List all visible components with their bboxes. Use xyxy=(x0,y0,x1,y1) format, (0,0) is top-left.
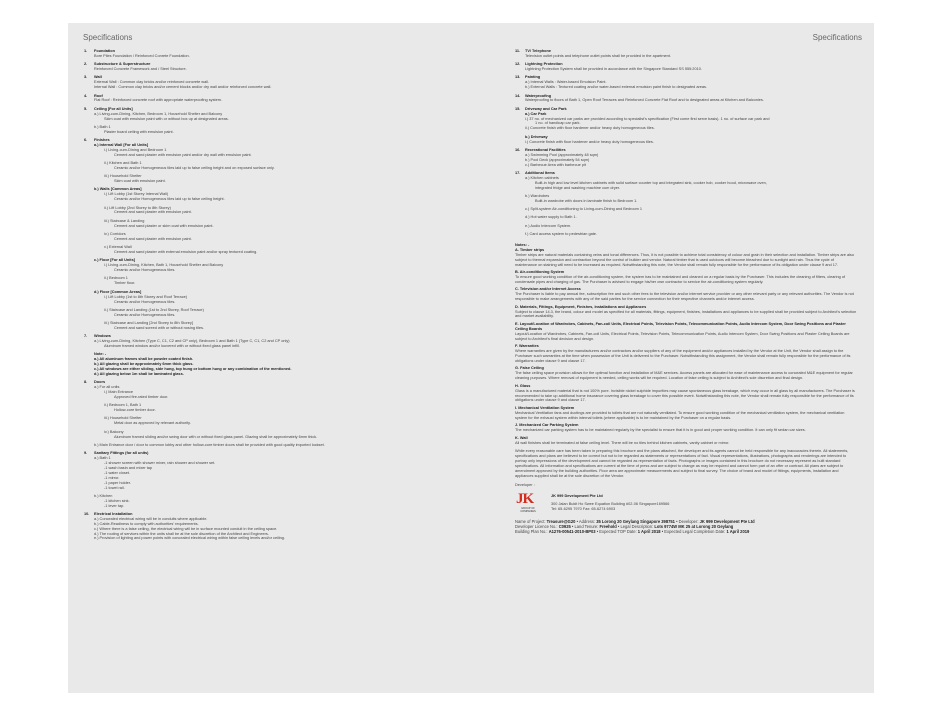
spec-line: -1 paper holder. xyxy=(104,480,131,485)
spec-line: a.) Internal Wall [For all Units] xyxy=(94,142,149,147)
spec-line: Bore Piles Foundation / Reinforced Conrete Foundation. xyxy=(94,53,190,58)
spec-line: i.) Living-cum-Dining, Kitchen, Bath 1, Household Shelter and Balcony xyxy=(104,263,224,268)
note-text: Timber strips are natural materials containing veins and tonal differences. Thus, it is not possible to achieve total consistency of colour and grain in their selection and installation. Timber strips are also subject to thermal expansion and contraction beyond the control of builder and vendor. Natural timber that is used outdoors will become bleached due to sunlight and rain. Thus the cycle of maintenance on staining will need to be increased as required. Notwithstanding this note, the Vendor shall remain fully responsible for the performance of its obligation under clause 9 and 17. xyxy=(515,252,854,267)
spec-line: Timber floor. xyxy=(114,281,136,286)
spec-line: Built-in high and low level kitchen cabinets with solid surface counter top and integrated sink, cooker hob, cooker hood, microwave oven, xyxy=(535,180,767,185)
spec-line: i.) Living-cum-Dining and Bedroom 1 xyxy=(104,147,167,152)
spec-line: 1 no. of handicap car park. xyxy=(535,121,581,126)
note-text: Where warranties are given by the manufacturers and/or contractors and/or suppliers of any of the equipment and/or appliances installed by the Vendor at the Unit, the Vendor shall assign to the Purchaser such warranties at the time when possession of the Unit is delivered to the Purchaser. Notwithstanding this assignment, the Vendor shall remain fully responsible for the performance of its obligations under clause 9 and clause 17. xyxy=(515,349,851,363)
spec-line: Flat Roof : Reinforced concrete roof with appropriate waterproofing system. xyxy=(94,98,222,103)
note-heading: A. Timber strips xyxy=(515,247,545,252)
footer-key: Building Plan No.: xyxy=(515,529,549,535)
section-title: Additional Items xyxy=(525,170,555,175)
section-title: Windows xyxy=(94,334,111,339)
spec-line: iii.) Staircase and Landing [2nd Storey to 8th Storey] xyxy=(104,321,193,325)
section-title: Driveway and Car Park xyxy=(525,106,567,111)
note-item xyxy=(515,384,857,404)
note-heading: E. Layout/Location of Wardrobes, Cabinets, Fan-coil Units, Electrical Points, Television Points, Telecommunication Points, Audio Intercom System, Door Swing Positions and Plaster Ceiling Boards xyxy=(515,321,846,331)
note-heading: G. False Ceiling xyxy=(515,366,544,371)
developer-row xyxy=(515,490,857,516)
spec-line: c.) All windows are either sliding, side hung, top hung or bottom hung or any combination of the mentioned. xyxy=(94,367,292,372)
spec-line: ii.) Bedroom 1, Bath 1 xyxy=(104,403,142,408)
spec-section xyxy=(84,512,454,541)
section-number: 1. xyxy=(84,49,88,53)
notes-title: Notes: - xyxy=(515,242,530,247)
section-title: Waterproofing xyxy=(525,93,552,98)
disclaimer-text: While every reasonable care has been taken in preparing this brochure and the plans attached, the developer and its agents cannot be held responsible for any inaccuracies therein. All statements, specifications and plans are believed to be correct but not to be regarded as statements or representations of fact. Visual representations, illustrations, photographs and renderings are intended to portray only impressions of the development and cannot be regarded as representation of facts. Photographs or images contained in this brochure do not necessary represent as built standard specifications. All information and specifications are current at the time of press and are subject to change as may be required and cannot form part of an offer or contract. All plans are subject to amendment approved by the building authorities. Floor area are approximate measurements and subject to final survey. The choice of brand and model of fittings, equipments, installation and appliances supplied shall be at the sole discretion of the Vendor. xyxy=(515,449,849,478)
spec-line: b.) Kitchen xyxy=(94,493,113,498)
note-heading: D. Materials, Fittings, Equipment, Finishes, Installations and Appliances xyxy=(515,304,647,309)
spec-line: Aluminum framed sliding and/or swing door with or without fixed glass panel. Glazing shall be approximately 6mm thick. xyxy=(114,434,318,439)
spec-line: Cement and sand plaster or skim coat with emulsion paint. xyxy=(114,223,214,228)
spec-line: f.) Card access system to pedestrian gate. xyxy=(525,231,597,236)
footer-key: Developer Licence No.: xyxy=(515,524,559,530)
section-title: Finishes xyxy=(94,138,110,143)
note-item xyxy=(515,406,857,421)
spec-line: Ceramic and/or Homogeneous tiles laid up to false ceiling height and on exposed surface only. xyxy=(114,165,275,170)
note-text: All wall finishes shall be terminated at false ceiling level. There will be no tiles behind kitchen cabinets, vanity cabinet or mirror. xyxy=(515,440,730,445)
spec-line: iii.) Staircase & Landing xyxy=(104,218,145,223)
section-number: 6. xyxy=(84,138,88,143)
spec-line: -1 mirror. xyxy=(104,475,120,480)
spec-line: -1 water closet. xyxy=(104,470,131,475)
spec-line: iii.) Household Shelter xyxy=(104,174,142,179)
spec-line: -1 towel rail. xyxy=(104,485,125,490)
note-item xyxy=(515,287,857,302)
note-item xyxy=(515,436,857,446)
note-text: The mechanized car parking system has to be maintained regularly by the specialist to ensure that it is in good and proper working condition. It can only fit sedan car sizes. xyxy=(515,428,806,433)
note-heading: J. Mechanized Car Parking System xyxy=(515,423,579,428)
section-number: 11. xyxy=(515,49,521,53)
section-number: 7. xyxy=(84,334,88,339)
spec-line: c.) Where there is a false ceiling, the electrical wiring will be in surface mounted conduit in the ceiling space. xyxy=(94,526,278,531)
section-number: 8. xyxy=(84,380,88,385)
spec-line: a.) Living-cum-Dining, Kitchen (Type C, C1, C2 and CP only), Bedroom 1 and Bath 1 (Type C, C1, C2 and CP only) xyxy=(94,339,290,344)
spec-line: a.) Living-cum-Dining, Kitchen, Bedroom 1, Household Shelter and Balcony xyxy=(94,111,223,116)
footer-key: • Expected TOP Date: xyxy=(595,529,638,535)
spec-section xyxy=(84,380,454,448)
spec-line: Cement and sand plaster with external emulsion paint and/or spray textured coating. xyxy=(114,250,258,255)
section-title: Roof xyxy=(94,93,103,98)
footer-value: A1276-00541-2010-BP03 xyxy=(548,529,596,535)
note-item xyxy=(515,248,857,268)
spec-line: Cement and sand screed with or without nosing tiles. xyxy=(114,325,204,330)
right-sections xyxy=(515,49,857,237)
spec-line: a.) Bath 1 xyxy=(94,456,111,461)
spec-line: -1 lever tap. xyxy=(104,503,125,508)
spec-section xyxy=(84,62,454,72)
spec-line: d.) Hot water supply to Bath 1. xyxy=(525,215,577,220)
spec-line: Skim coat with emulsion paint with or without box up at designated areas. xyxy=(104,116,229,121)
spec-line: b.) Wardrobes xyxy=(525,193,550,198)
spec-section xyxy=(84,49,454,59)
section-number: 5. xyxy=(84,106,88,111)
spec-line: b.) Walls [Common Areas] xyxy=(94,187,142,192)
footer-value: C0925 xyxy=(558,524,571,530)
spec-line: c.) Floor [For all Units] xyxy=(94,258,135,263)
developer-label: Developer : xyxy=(515,482,535,487)
note-text: Layout/Location of Wardrobes, Cabinets, Fan-coil Units, Electrical Points, Television Points, Telecommunication Points, Audio Intercom System, Door Swing Positions and Plaster Ceiling Boards are subject to Architect's final decision and design. xyxy=(515,331,850,341)
spec-line: e.) Audio Intercom System. xyxy=(525,223,572,228)
spec-line: i.) Lift Lobby (1st Storey Internal Wall) xyxy=(104,192,169,197)
section-title: Foundation xyxy=(94,49,115,53)
section-number: 2. xyxy=(84,62,88,67)
jk-logo xyxy=(515,490,539,516)
spec-section xyxy=(84,94,454,104)
spec-line: Internal Wall : Common clay bricks and/or cement blocks and/or dry wall and/or reinforced concrete wall. xyxy=(94,85,272,90)
spec-line: Ceramic and/or Homogeneous tiles laid up to false ceiling height. xyxy=(114,197,225,202)
spec-line: Aluminum framed window and/or louvered with or without fixed glass panel infill. xyxy=(104,344,240,349)
section-title: Recreational Facilities xyxy=(525,147,566,152)
spec-section xyxy=(84,334,454,377)
spec-section xyxy=(84,75,454,90)
spec-line: i.) Concrete finish with floor hardener and/or heavy duty homogeneous tiles. xyxy=(525,139,654,144)
note-text: The Purchaser is liable to pay annual fee, subscription fee and such other fees to the television and/or internet service provider or any other relevant party or any relevant authorities. The Vendor is not responsible to make arrangements with any of the said parties for the service connection for their respective channels and/or internet access. xyxy=(515,292,854,302)
footer-value: Freehold xyxy=(599,524,617,530)
spec-line: b.) External Walls : Textured coating and/or water-based external emulsion paint finish to designated areas. xyxy=(525,85,708,90)
spec-line: b.) Cable-Readiness to comply with authorities' requirements. xyxy=(94,521,199,526)
spec-line: a.) Swimming Pool (approximately 48 sqm) xyxy=(525,152,599,157)
spec-line: External Wall : Common clay bricks and/or reinforced concrete wall. xyxy=(94,80,209,85)
page-header-right: Specifications xyxy=(812,33,862,42)
spec-line: e.) Provision of lighting and power points with concealed electrical wiring within false ceiling levels and/or ceiling. xyxy=(94,536,286,541)
footer-value: JK 999 Development Pte Ltd xyxy=(699,518,755,524)
spec-line: b.) All glazing shall be approximately 6mm thick glass. xyxy=(94,362,194,367)
note-text: Mechanical Ventilation fans and ductings are provided to toilets that are not naturally ventilated. To ensure good working condition of the mechanical ventilation system, the mechanical ventilation system for the exhaust system within internal toilets (where applicable) is to be maintained by the Purchaser on a regular basis. xyxy=(515,410,845,420)
footer-value: 1 April 2018 xyxy=(637,529,661,535)
spec-line: -1 shower screen with shower mixer, rain shower and shower set. xyxy=(104,460,216,465)
section-title: Painting xyxy=(525,75,541,80)
spec-section xyxy=(515,107,857,145)
spec-line: Television outlet points and telephone outlet points shall be provided in the apartment. xyxy=(525,53,671,58)
logo-letters: JK xyxy=(516,490,534,507)
developer-name: JK 999 Development Pte Ltd xyxy=(551,493,603,498)
footer-key: • Expected Legal Completion Date: xyxy=(660,529,727,535)
spec-section xyxy=(515,148,857,168)
section-number: 9. xyxy=(84,451,88,456)
spec-line: Reinforced Concrete Framework and / Steel Structure. xyxy=(94,67,187,72)
spec-line: b.) Main Entrance door / door to common lobby and other hollow-core timber doors shall be provided with good quality imported lockset. xyxy=(94,442,325,447)
footer-value: 35 Lorong 20 Geylang Singapore 398751 xyxy=(596,518,675,524)
spec-line: Ceramic and/or Homogeneous tiles. xyxy=(114,312,176,317)
section-number: 16. xyxy=(515,147,521,152)
note-item xyxy=(515,322,857,342)
spec-line: -1 kitchen sink. xyxy=(104,498,130,503)
footer-key: • Land Tenure: xyxy=(570,524,600,530)
spec-line: d.) Floor [Common Areas] xyxy=(94,289,142,294)
spec-line: a.) Internal Walls : Water-based Emulsion Paint. xyxy=(525,80,607,85)
note-item xyxy=(515,270,857,285)
footer-value: 1 April 2019 xyxy=(726,529,750,535)
spec-line: c.) Barbecue Area with barbecue pit xyxy=(525,162,586,167)
footer-key: • Address: xyxy=(575,518,597,524)
section-number: 12. xyxy=(515,62,521,67)
spec-line: Approved fire-rated timber door. xyxy=(114,394,169,399)
footer-value: Treasure@G20 xyxy=(546,518,576,524)
spec-line: Cement and sand plaster with emulsion paint and/or dry wall with emulsion paint. xyxy=(114,152,252,157)
spec-line: ii.) Lift Lobby (2nd Storey to 8th Storey) xyxy=(104,205,171,210)
footer-line xyxy=(515,529,857,534)
spec-line: integrated fridge and washing machine cum dryer. xyxy=(535,185,621,190)
spec-section xyxy=(84,451,454,508)
notes-items xyxy=(515,248,857,446)
note-heading: I. Mechanical Ventilation System xyxy=(515,405,575,410)
specifications-right-column xyxy=(515,49,857,534)
spec-line: Note: - xyxy=(94,352,107,357)
spec-line: i.) 37 no. of mechanized car parks are provided according to specialist's specification (First come first serve basis). 1 no. of surface car park and xyxy=(525,116,770,121)
spec-line: v.) External Wall xyxy=(104,245,132,250)
note-item xyxy=(515,423,857,433)
spec-section xyxy=(515,62,857,72)
footer-key: • Legal Description: xyxy=(616,524,655,530)
project-footer xyxy=(515,519,857,535)
footer-value: Lots 9774W MK 25 at Lorong 20 Geylang xyxy=(654,524,734,530)
spec-line: a.) For all units xyxy=(94,385,120,390)
note-text: The false ceiling space provision allows for the optimal function and installation of M&E services. Access panels are allocated for ease of maintenance access to concealed M&E equipment for regular cleaning purposes. Where removal of equipment is needed, ceiling works will be required. Location of false ceiling is subject to Architect's sole discretion and final design. xyxy=(515,371,853,381)
spec-section xyxy=(515,49,857,59)
spec-line: ii.) Bedroom 1 xyxy=(104,276,128,281)
section-number: 14. xyxy=(515,93,521,98)
note-item xyxy=(515,366,857,381)
spec-line: Cement and sand plaster with emulsion paint. xyxy=(114,210,192,215)
spec-line: Metal door as approved by relevant authority. xyxy=(114,421,191,426)
spec-line: d.) All glazing below 1m shall be laminated glass. xyxy=(94,371,184,376)
spec-line: Cement and sand plaster with emulsion paint. xyxy=(114,236,192,241)
developer-block xyxy=(515,483,857,516)
spec-line: Ceramic and/or Homogeneous tiles. xyxy=(114,268,176,273)
section-title: Wall xyxy=(94,75,102,80)
brochure-page xyxy=(68,23,874,693)
spec-line: a.) Car Park xyxy=(525,111,547,116)
section-title: Ceiling [For all Units] xyxy=(94,106,133,111)
spec-line: Skim coat with emulsion paint. xyxy=(114,179,166,184)
note-heading: C. Television and/or Internet Access xyxy=(515,287,581,292)
note-heading: B. Air-conditioning System xyxy=(515,270,565,274)
note-text: Subject to clause 14.3, the brand, colour and model as specified for all materials, fittings, equipment, finishes, installations and appliances to be supplied shall be provided subject to Architect's selection and market availability. xyxy=(515,309,857,319)
developer-contact: Tel: 65-6295 7970 Fax: 65-6274 6903 xyxy=(551,506,616,511)
spec-line: iv.) Balcony xyxy=(104,429,124,434)
spec-line: Ceramic and/or Homogeneous tiles. xyxy=(114,299,176,304)
note-item xyxy=(515,305,857,320)
note-heading: K. Wall xyxy=(515,435,528,440)
spec-line: c.) Split-system Air-conditioning to Living-cum-Dining and Bedroom 1 xyxy=(525,207,643,212)
section-title: Doors xyxy=(94,380,106,385)
section-number: 15. xyxy=(515,106,521,111)
spec-line: Lightning Protection System shall be provided in accordance with the Singapore Standard SS 555:2010. xyxy=(525,67,702,72)
spec-line: iv.) Corridors xyxy=(104,231,126,236)
section-title: Sanitary Fittings (for all units) xyxy=(94,451,149,456)
spec-line: Built-in wardrobe with doors in laminate finish to Bedroom 1. xyxy=(535,198,638,203)
note-text: To ensure good working condition of the air-conditioning system, the system has to be maintained and cleaned on a regular basis by the Purchaser. This includes the cleaning of filters, clearing of condensate pipes and charging of gas. The Purchaser is advised to engage his/her own contractor to service the air-conditioning system regularly. xyxy=(515,274,846,284)
spec-section xyxy=(515,75,857,90)
note-heading: F. Warranties xyxy=(515,344,539,349)
spec-line: -1 wash basin and mixer tap xyxy=(104,465,153,470)
spec-line: a.) Concealed electrical wiring will be in conduits where applicable. xyxy=(94,516,208,521)
section-title: Lightning Protection xyxy=(525,62,563,67)
spec-line: iii.) Household Shelter xyxy=(104,416,142,421)
note-heading: H. Glass xyxy=(515,383,531,388)
note-text: Glass is a manufactured material that is not 100% pure. Invisible nickel sulphide impurities may cause spontaneous glass breakage, which may occur in all glass by all manufacturers. The Purchaser is recommended to take up additional home insurance covering glass breakage to cover this possible event. Notwithstanding this note, the Vendor shall remain fully responsible for the performance of its obligations under clause 9 and clause 17. xyxy=(515,388,855,403)
spec-line: a.) Kitchen cabinets xyxy=(525,175,559,180)
spec-line: ii.) Kitchen and Bath 1 xyxy=(104,161,142,166)
logo-subtitle: GROUP OF COMPANIES xyxy=(520,506,536,513)
developer-address: 300 Jalan Bukit Ho Swee Equation Building #02-06 Singapore169566 xyxy=(551,501,670,506)
spec-line: Hollow-core timber door. xyxy=(114,408,156,413)
section-number: 4. xyxy=(84,93,88,98)
spec-section xyxy=(84,138,454,331)
spec-line: i.) Lift Lobby (1st to 8th Storey and Roof Terrace) xyxy=(104,294,188,299)
spec-line: i.) Main Entrance xyxy=(104,390,134,395)
spec-line: b.) Bath 1 xyxy=(94,124,111,129)
section-number: 3. xyxy=(84,75,88,80)
spec-line: Plaster board ceiling with emulsion paint. xyxy=(104,129,174,134)
footer-key: Name of Project: xyxy=(515,518,547,524)
note-item xyxy=(515,344,857,364)
spec-line: b.) Pool Deck (approximately 54 sqm) xyxy=(525,157,590,162)
section-number: 10. xyxy=(84,511,90,516)
section-title: Substructure & Superstructure xyxy=(94,62,151,67)
section-number: 17. xyxy=(515,170,521,175)
specifications-left-column xyxy=(84,49,454,545)
section-title: TV/ Telephone xyxy=(525,49,551,53)
spec-section xyxy=(84,107,454,135)
spec-line: Waterproofing to floors of Bath 1, Open Roof Terraces and Reinforced Concrete Flat Roof and to designated areas at Kitchen and Balconies. xyxy=(525,98,764,103)
spec-line: a.) All aluminum frames shall be powder coated finish. xyxy=(94,357,194,362)
section-title: Electrical Installation xyxy=(94,511,133,516)
notes-section xyxy=(515,243,857,479)
developer-details xyxy=(551,494,669,512)
spec-line: ii.) Staircase and Landing (1st to 2nd Storey, Roof Terrace) xyxy=(104,307,204,312)
section-number: 13. xyxy=(515,75,521,80)
spec-section xyxy=(515,171,857,237)
spec-section xyxy=(515,94,857,104)
spec-line: b.) Driveway xyxy=(525,134,548,139)
spec-line: ii.) Concrete finish with floor hardener and/or heavy duty homogeneous tiles. xyxy=(525,126,655,131)
page-header-left: Specifications xyxy=(83,33,133,42)
footer-key: • Developer: xyxy=(674,518,700,524)
spec-line: d.) The routing of services within the units shall be at the sole discretion of the Architect and Engineers. xyxy=(94,531,269,536)
